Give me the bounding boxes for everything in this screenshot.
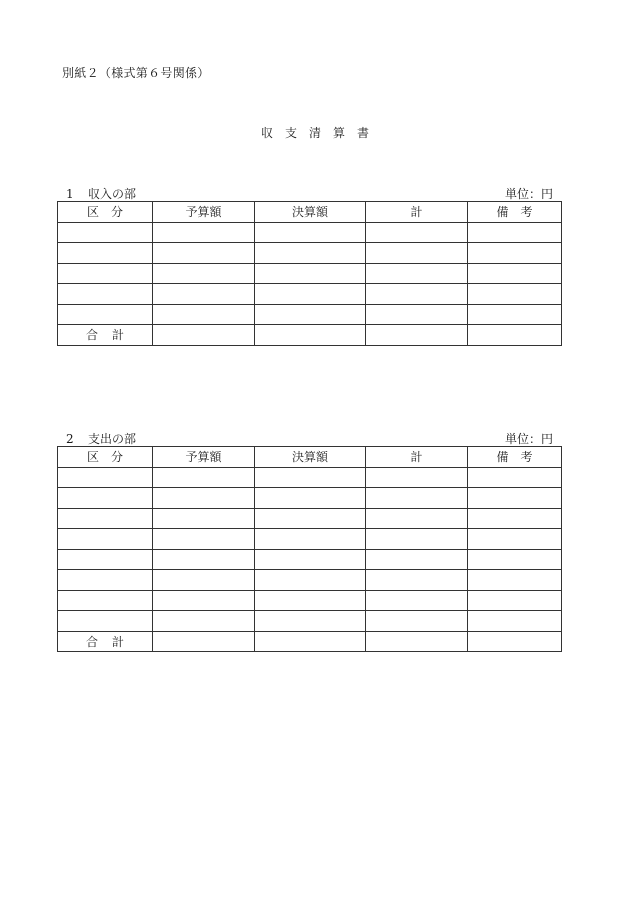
expense-total-sum-cell[interactable] [366,631,468,652]
income-total-sum-cell[interactable] [366,325,468,346]
col-header-category: 区分 [58,447,153,468]
budget-cell[interactable] [153,243,255,264]
settlement-cell[interactable] [255,284,366,305]
sum-cell[interactable] [366,243,468,264]
expense-section-number: 2 [66,432,74,446]
income-total-label: 合計 [58,325,153,346]
category-cell[interactable] [58,222,153,243]
col-header-budget: 予算額 [153,202,255,223]
expense-table-header-row [58,447,562,468]
expense-total-label: 合計 [58,631,153,652]
expense-section [57,429,561,652]
income-total-settlement-cell[interactable] [255,325,366,346]
sum-cell[interactable] [366,508,468,529]
settlement-cell[interactable] [255,590,366,611]
budget-cell[interactable] [153,611,255,632]
category-cell[interactable] [58,549,153,570]
col-header-budget: 予算額 [153,447,255,468]
expense-total-budget-cell[interactable] [153,631,255,652]
settlement-cell[interactable] [255,467,366,488]
remarks-cell[interactable] [468,304,562,325]
sum-cell[interactable] [366,570,468,591]
settlement-cell[interactable] [255,549,366,570]
remarks-cell[interactable] [468,570,562,591]
category-cell[interactable] [58,529,153,550]
table-row [58,304,562,325]
settlement-cell[interactable] [255,611,366,632]
income-total-budget-cell[interactable] [153,325,255,346]
income-section [57,184,561,346]
category-cell[interactable] [58,243,153,264]
col-header-settlement: 決算額 [255,202,366,223]
remarks-cell[interactable] [468,488,562,509]
category-cell[interactable] [58,508,153,529]
income-section-number: 1 [66,187,74,201]
expense-total-remarks-cell[interactable] [468,631,562,652]
table-row [58,222,562,243]
sum-cell[interactable] [366,529,468,550]
settlement-cell[interactable] [255,222,366,243]
remarks-cell[interactable] [468,611,562,632]
table-row [58,488,562,509]
budget-cell[interactable] [153,467,255,488]
table-row [58,549,562,570]
income-table-body [58,222,562,325]
expense-section-heading: 支出の部 [88,432,137,446]
budget-cell[interactable] [153,570,255,591]
table-row [58,529,562,550]
sum-cell[interactable] [366,304,468,325]
budget-cell[interactable] [153,508,255,529]
table-row [58,611,562,632]
sum-cell[interactable] [366,467,468,488]
income-table [57,201,562,346]
expense-total-row [58,631,562,652]
income-total-row [58,325,562,346]
budget-cell[interactable] [153,304,255,325]
category-cell[interactable] [58,304,153,325]
document-title: 収支清算書 [260,126,381,140]
sum-cell[interactable] [366,263,468,284]
income-section-title [66,185,136,202]
budget-cell[interactable] [153,590,255,611]
category-cell[interactable] [58,570,153,591]
table-row [58,570,562,591]
col-header-remarks: 備考 [468,447,562,468]
col-header-category: 区分 [58,202,153,223]
sum-cell[interactable] [366,284,468,305]
table-row [58,508,562,529]
category-cell[interactable] [58,263,153,284]
budget-cell[interactable] [153,222,255,243]
sum-cell[interactable] [366,590,468,611]
table-row [58,467,562,488]
category-cell[interactable] [58,467,153,488]
sum-cell[interactable] [366,222,468,243]
settlement-cell[interactable] [255,529,366,550]
sum-cell[interactable] [366,488,468,509]
settlement-cell[interactable] [255,570,366,591]
remarks-cell[interactable] [468,284,562,305]
settlement-cell[interactable] [255,508,366,529]
budget-cell[interactable] [153,549,255,570]
col-header-total: 計 [366,447,468,468]
budget-cell[interactable] [153,263,255,284]
category-cell[interactable] [58,590,153,611]
remarks-cell[interactable] [468,529,562,550]
remarks-cell[interactable] [468,243,562,264]
budget-cell[interactable] [153,284,255,305]
income-section-heading: 収入の部 [88,187,137,201]
col-header-remarks: 備考 [468,202,562,223]
table-row [58,284,562,305]
settlement-cell[interactable] [255,488,366,509]
sum-cell[interactable] [366,611,468,632]
remarks-cell[interactable] [468,549,562,570]
settlement-cell[interactable] [255,243,366,264]
sum-cell[interactable] [366,549,468,570]
col-header-settlement: 決算額 [255,447,366,468]
remarks-cell[interactable] [468,508,562,529]
budget-cell[interactable] [153,529,255,550]
remarks-cell[interactable] [468,263,562,284]
expense-total-settlement-cell[interactable] [255,631,366,652]
remarks-cell[interactable] [468,590,562,611]
expense-table [57,446,562,652]
expense-section-title [66,430,136,447]
category-cell[interactable] [58,611,153,632]
table-row [58,243,562,264]
remarks-cell[interactable] [468,467,562,488]
budget-cell[interactable] [153,488,255,509]
category-cell[interactable] [58,488,153,509]
category-cell[interactable] [58,284,153,305]
expense-section-header [57,429,561,446]
income-table-header-row [58,202,562,223]
income-total-remarks-cell[interactable] [468,325,562,346]
expense-unit-label: 単位：円 [504,432,553,446]
table-row [58,263,562,284]
remarks-cell[interactable] [468,222,562,243]
table-row [58,590,562,611]
col-header-total: 計 [366,202,468,223]
annex-label: 別紙２（様式第６号関係） [62,66,210,80]
settlement-cell[interactable] [255,263,366,284]
income-section-header [57,184,561,201]
expense-table-body [58,467,562,631]
settlement-cell[interactable] [255,304,366,325]
income-unit-label: 単位：円 [504,187,553,201]
